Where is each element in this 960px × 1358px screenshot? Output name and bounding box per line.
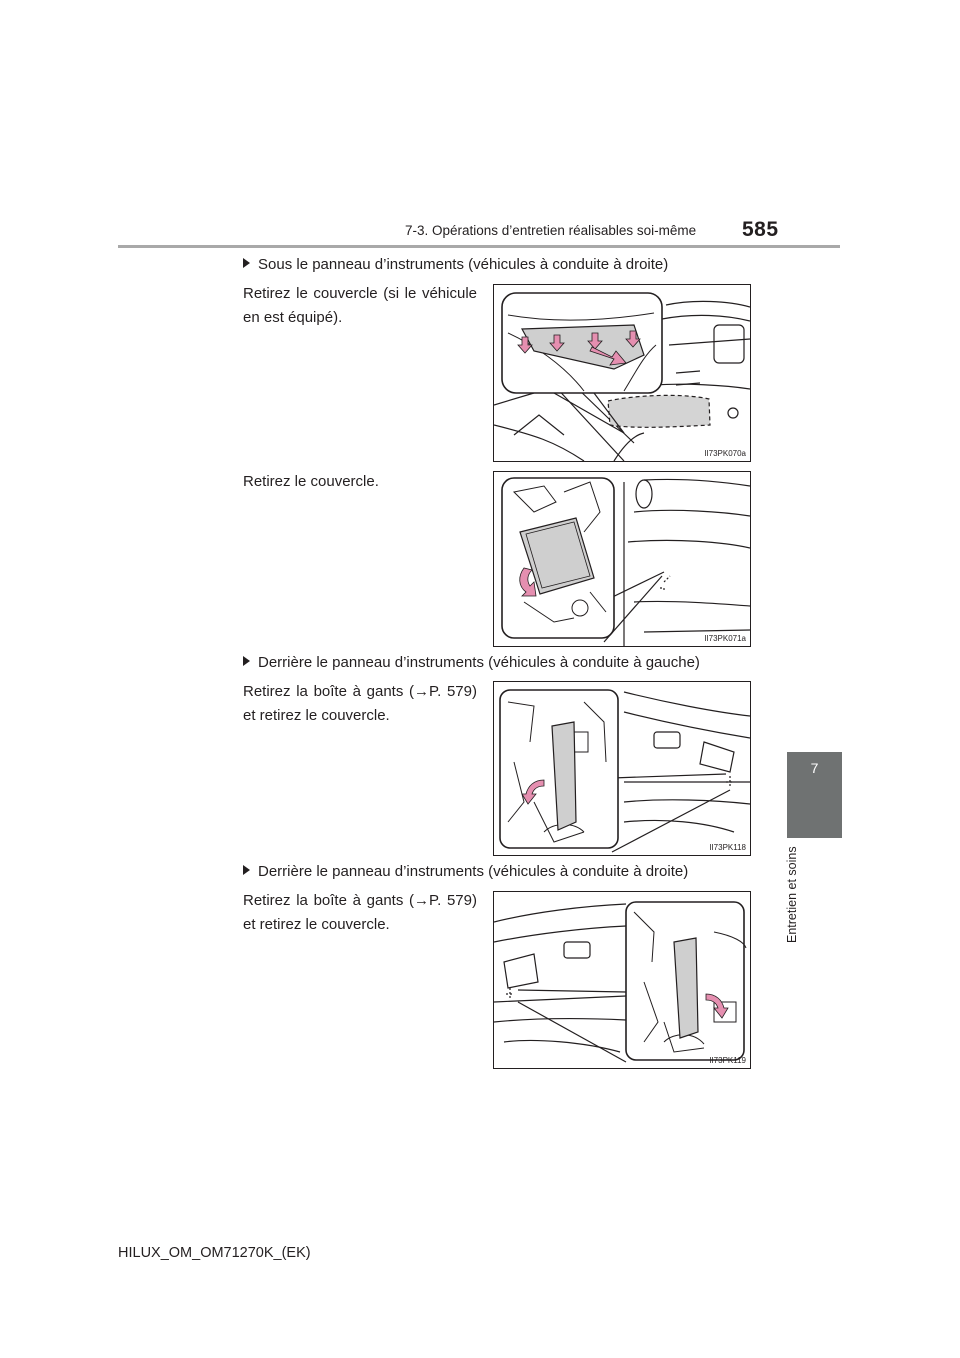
figure-code: II73PK118 [709,843,746,852]
page-number: 585 [742,218,779,241]
bullet-triangle-icon [243,865,250,875]
figure-code: II73PK119 [709,1056,746,1065]
figure-code: II73PK071a [704,634,746,643]
dashboard-under-panel-cover-illustration-icon [494,285,750,461]
section-heading-text: Sous le panneau d’instruments (véhicules à conduite à droite) [258,256,669,273]
figure-cover-removal [493,471,751,647]
section-heading-rhd-behind-panel [243,863,688,880]
bullet-triangle-icon [243,656,250,666]
section-heading-lhd-behind-panel [243,654,700,671]
chapter-title: Entretien et soins [785,846,799,943]
figure-code: II73PK070a [704,449,746,458]
chapter-number: 7 [810,760,819,776]
section-heading-text: Derrière le panneau d’instruments (véhicules à conduite à gauche) [258,654,700,671]
figure-glove-box-lhd [493,681,751,856]
figure-cover-rhd [493,284,751,462]
step-text: Retirez le couvercle. [243,473,379,490]
under-panel-cover-removal-illustration-icon [494,472,750,646]
bullet-triangle-icon [243,258,250,268]
figure-glove-box-rhd [493,891,751,1069]
section-heading-rhd-under-panel [243,256,668,273]
step-text: Retirez le couvercle (si le véhicule en est équipé). [243,285,477,326]
document-id: HILUX_OM_OM71270K_(EK) [118,1245,311,1261]
step-text: Retirez la boîte à gants (→P. 579) et retirez le couvercle. [243,892,477,933]
step-text: Retirez la boîte à gants (→P. 579) et retirez le couvercle. [243,683,477,724]
glove-box-cover-right-hand-drive-illustration-icon [494,892,750,1068]
chapter-tab[interactable] [787,752,842,838]
chapter-title-vertical [783,845,803,943]
section-title: 7-3. Opérations d’entretien réalisables soi-même [405,223,697,238]
header-divider [118,245,840,248]
section-heading-text: Derrière le panneau d’instruments (véhicules à conduite à droite) [258,863,689,880]
glove-box-cover-left-hand-drive-illustration-icon [494,682,750,855]
